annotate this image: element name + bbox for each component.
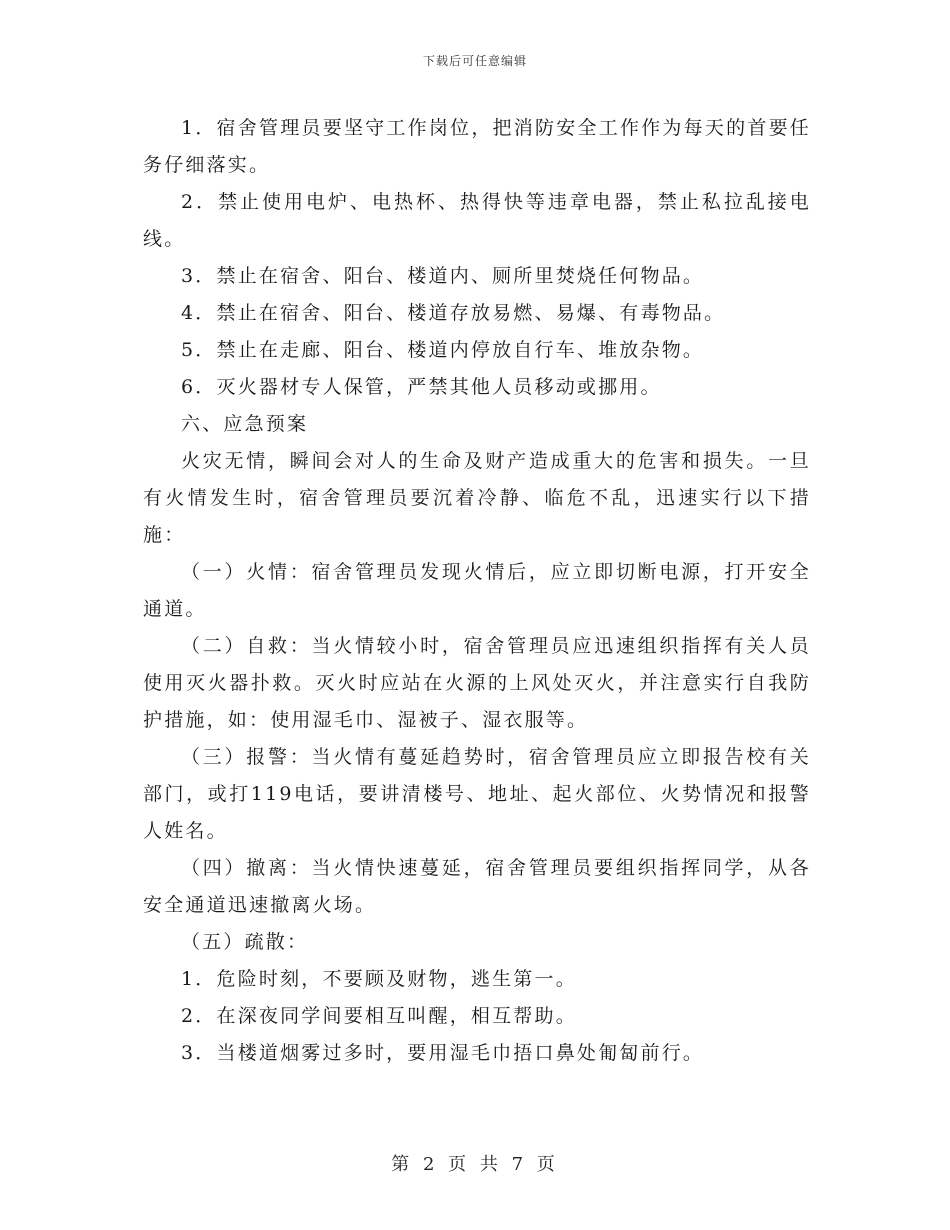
page-footer-page-number: 第 2 页 共 7 页 — [391, 1154, 559, 1175]
emergency-step-self-rescue: （二）自救：当火情较小时，宿舍管理员应迅速组织指挥有关人员使用灭火器扑救。灭火时应站在火源的上风处灭火，并注意实行自我防护措施，如：使用湿毛巾、湿被子、湿衣服等。 — [143, 635, 811, 731]
emergency-intro-paragraph: 火灾无情，瞬间会对人的生命及财产造成重大的危害和损失。一旦有火情发生时，宿舍管理员要沉着冷静、临危不乱，迅速实行以下措施： — [143, 450, 811, 546]
rule-item-3: 3．禁止在宿舍、阳台、楼道内、厕所里焚烧任何物品。 — [181, 265, 705, 287]
section-heading-emergency-plan: 六、应急预案 — [181, 413, 309, 435]
rule-item-2: 2．禁止使用电炉、电热杯、热得快等违章电器，禁止私拉乱接电线。 — [143, 191, 811, 250]
document-body — [143, 110, 811, 1072]
emergency-step-disperse: （五）疏散： — [181, 931, 309, 953]
page-header: 下载后可任意编辑 — [422, 54, 527, 68]
disperse-item-1: 1．危险时刻，不要顾及财物，逃生第一。 — [181, 968, 577, 990]
emergency-step-evacuate: （四）撤离：当火情快速蔓延，宿舍管理员要组织指挥同学，从各安全通道迅速撤离火场。 — [143, 857, 811, 916]
rule-item-5: 5．禁止在走廊、阳台、楼道内停放自行车、堆放杂物。 — [181, 339, 705, 361]
emergency-step-fire: （一）火情：宿舍管理员发现火情后，应立即切断电源，打开安全通道。 — [143, 561, 811, 620]
rule-item-6: 6．灭火器材专人保管，严禁其他人员移动或挪用。 — [181, 376, 662, 398]
disperse-item-3: 3．当楼道烟雾过多时，要用湿毛巾捂口鼻处匍匐前行。 — [181, 1042, 705, 1064]
disperse-item-2: 2．在深夜同学间要相互叫醒，相互帮助。 — [181, 1005, 577, 1027]
rule-item-1: 1．宿舍管理员要坚守工作岗位，把消防安全工作作为每天的首要任务仔细落实。 — [143, 117, 811, 176]
emergency-step-alarm: （三）报警：当火情有蔓延趋势时，宿舍管理员应立即报告校有关部门，或打119电话，要讲清楼号、地址、起火部位、火势情况和报警人姓名。 — [143, 746, 811, 842]
rule-item-4: 4．禁止在宿舍、阳台、楼道存放易燃、易爆、有毒物品。 — [181, 302, 726, 324]
